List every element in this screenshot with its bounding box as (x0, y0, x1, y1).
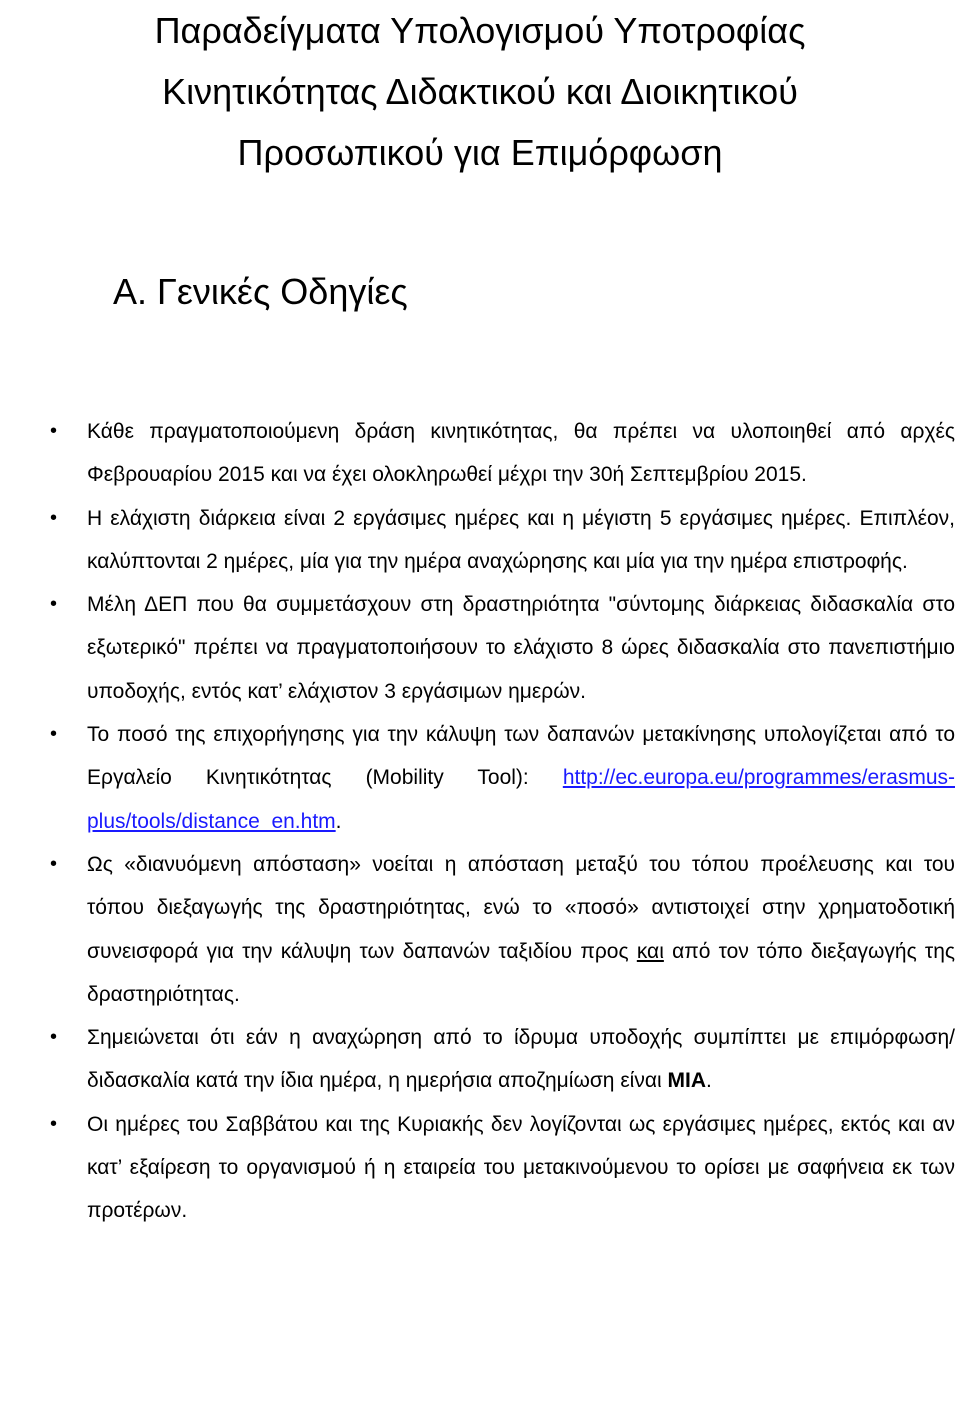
bullet-icon: • (50, 506, 58, 529)
item-text: Το ποσό της επιχορήγησης για την κάλυψη των δαπανών μετακίνησης υπολογίζεται από το Εργαλείο Κινητικότητας (Mobility Tool): (87, 723, 955, 790)
list-item (0, 410, 960, 497)
item-text: Κάθε πραγματοποιούμενη δράση κινητικότητας, θα πρέπει να υλοποιηθεί από αρχές Φεβρουαρίου 2015 και να έχει ολοκληρωθεί μέχρι την 30ή Σεπτεμβρίου 2015. (87, 420, 955, 487)
item-text: Σημειώνεται ότι εάν η αναχώρηση από το ίδρυμα υποδοχής συμπίπτει με επιμόρφωση/διδασκαλία κατά την ίδια ημέρα, η ημερήσια αποζημίωση είναι (87, 1026, 955, 1093)
mobility-tool-link[interactable]: http://ec.europa.eu/programmes/erasmus-plus/tools/distance_en.htm (87, 766, 955, 833)
bullet-icon: • (50, 1026, 58, 1049)
bullet-icon: • (50, 420, 58, 442)
list-item (0, 1016, 960, 1103)
list-item (0, 713, 960, 843)
title-line-1: Παραδείγματα Υπολογισμού Υποτροφίας (154, 10, 806, 51)
item-text: Οι ημέρες του Σαββάτου και της Κυριακής δεν λογίζονται ως εργάσιμες ημέρες, εκτός και αν κατ’ εξαίρεση το οργανισμού ή η εταιρεία του μετακινούμενου το ορίσει με σαφήνεια εκ των προτέρων. (87, 1112, 955, 1223)
item-text: Ως «διανυόμενη απόσταση» νοείται η απόσταση μεταξύ του τόπου προέλευσης και του τόπου διεξαγωγής της δραστηριότητας, ενώ το «ποσό» αντιστοιχεί στην χρηματοδοτική συνεισφορά για την κάλυψη των δαπανών ταξιδίου προς (87, 852, 955, 963)
item-text-end: από τον τόπο διεξαγωγής της δραστηριότητας. (87, 939, 956, 1006)
page-title (0, 0, 960, 183)
section-heading: Α. Γενικές Οδηγίες (113, 271, 408, 312)
item-text-end: . (335, 809, 342, 833)
bullet-icon: • (50, 593, 58, 616)
item-text: Μέλη ΔΕΠ που θα συμμετάσχουν στη δραστηριότητα "σύντομης διάρκειας διδασκαλία στο εξωτερικό" πρέπει να πραγματοποιήσουν το ελάχιστο 8 ώρες διδασκαλία στο πανεπιστήμιο υποδοχής, εντός κατ’ ελάχιστον 3 εργάσιμων ημερών. (87, 593, 955, 703)
item-text-end: . (706, 1069, 712, 1093)
title-line-3: Προσωπικού για Επιμόρφωση (237, 132, 723, 173)
list-item (0, 1103, 960, 1233)
list-item (0, 497, 960, 584)
title-line-2: Κινητικότητας Διδακτικού και Διοικητικού (162, 71, 798, 112)
guidelines-list (0, 410, 960, 1233)
list-item (0, 583, 960, 713)
item-text: Η ελάχιστη διάρκεια είναι 2 εργάσιμες ημέρες και η μέγιστη 5 εργάσιμες ημέρες. Επιπλέον, καλύπτονται 2 ημέρες, μία για την ημέρα αναχώρησης και μία για την ημέρα επιστροφής. (87, 506, 955, 573)
list-item (0, 843, 960, 1016)
bullet-icon: • (50, 852, 58, 875)
bullet-icon: • (50, 723, 58, 746)
underlined-word: και (636, 939, 664, 963)
bullet-icon: • (50, 1112, 58, 1135)
bold-word: ΜΙΑ (667, 1069, 706, 1093)
